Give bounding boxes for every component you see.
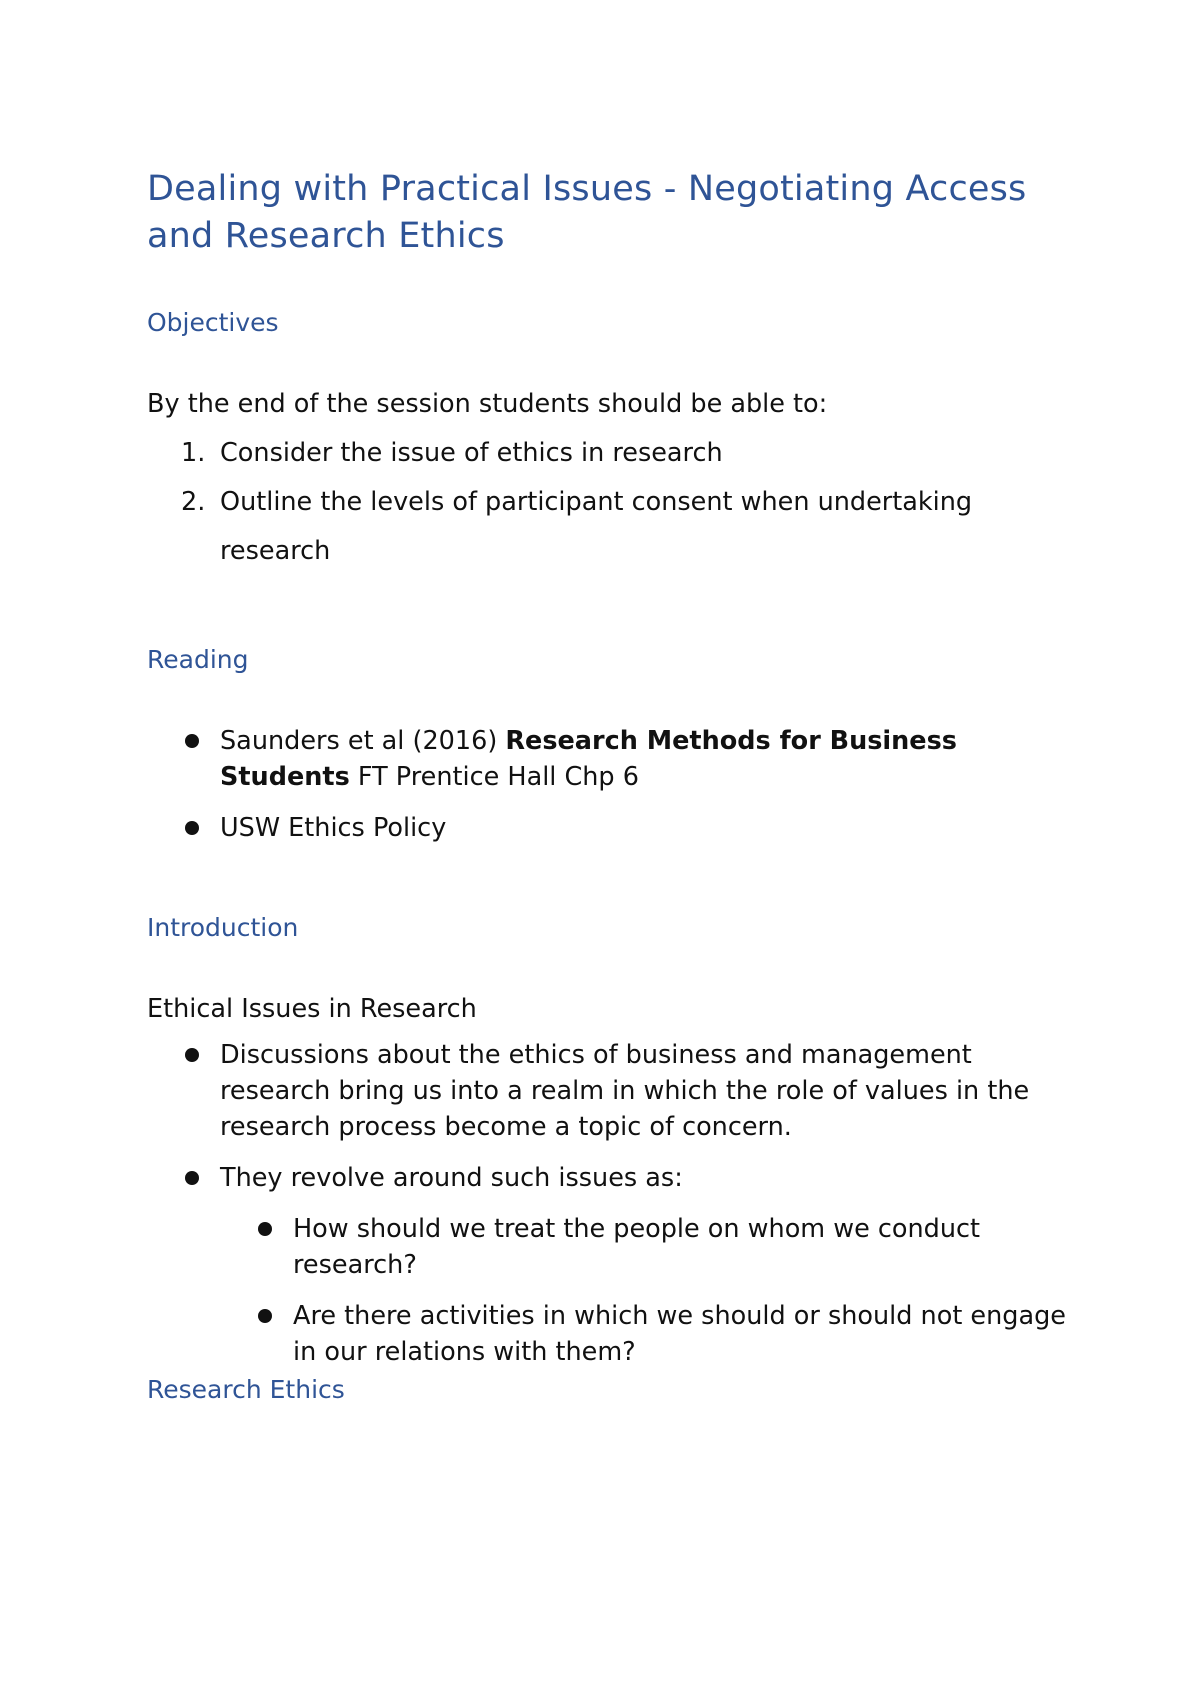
objective-text: Consider the issue of ethics in research [220, 438, 723, 468]
objective-number: 2. [181, 487, 206, 517]
bullet-icon [185, 1171, 199, 1185]
objective-item [147, 429, 1077, 478]
reading-heading: Reading [147, 645, 249, 674]
introduction-list [147, 1037, 1077, 1370]
objectives-intro: By the end of the session students should be able to: [147, 389, 828, 419]
introduction-item [147, 1160, 1077, 1370]
objective-text: Outline the levels of participant consent when undertaking research [220, 487, 973, 566]
reading-item [147, 810, 1077, 846]
reading-text: USW Ethics Policy [220, 813, 447, 843]
introduction-item [147, 1037, 1077, 1145]
introduction-text: They revolve around such issues as: [220, 1163, 683, 1193]
document-title: Dealing with Practical Issues - Negotiating Access and Research Ethics [147, 169, 1027, 256]
introduction-sublist [220, 1211, 1077, 1370]
bullet-icon [185, 1048, 199, 1062]
introduction-heading: Introduction [147, 913, 299, 942]
bullet-icon [258, 1309, 272, 1323]
reading-item [147, 723, 1077, 795]
reading-suffix: FT Prentice Hall Chp 6 [349, 762, 639, 792]
bullet-icon [185, 734, 199, 748]
objective-number: 1. [181, 438, 206, 468]
reading-list [147, 723, 1077, 846]
objective-item [147, 478, 1050, 576]
introduction-subitem [220, 1298, 1077, 1370]
bullet-icon [258, 1222, 272, 1236]
introduction-subitem [220, 1211, 1077, 1283]
reading-book-title: Research Methods for Business Students [220, 726, 957, 792]
reading-prefix: Saunders et al (2016) [220, 726, 506, 756]
introduction-subtext: How should we treat the people on whom we conduct research? [293, 1214, 981, 1280]
bullet-icon [185, 821, 199, 835]
document-page [147, 166, 1077, 1406]
introduction-subtext: Are there activities in which we should or should not engage in our relations with them? [293, 1301, 1066, 1367]
introduction-subheading: Ethical Issues in Research [147, 994, 477, 1024]
introduction-text: Discussions about the ethics of business and management research bring us into a realm in which the role of values in the research process become a topic of concern. [220, 1040, 1030, 1142]
objectives-list [147, 429, 1077, 576]
research-ethics-heading: Research Ethics [147, 1375, 345, 1404]
objectives-heading: Objectives [147, 308, 279, 337]
